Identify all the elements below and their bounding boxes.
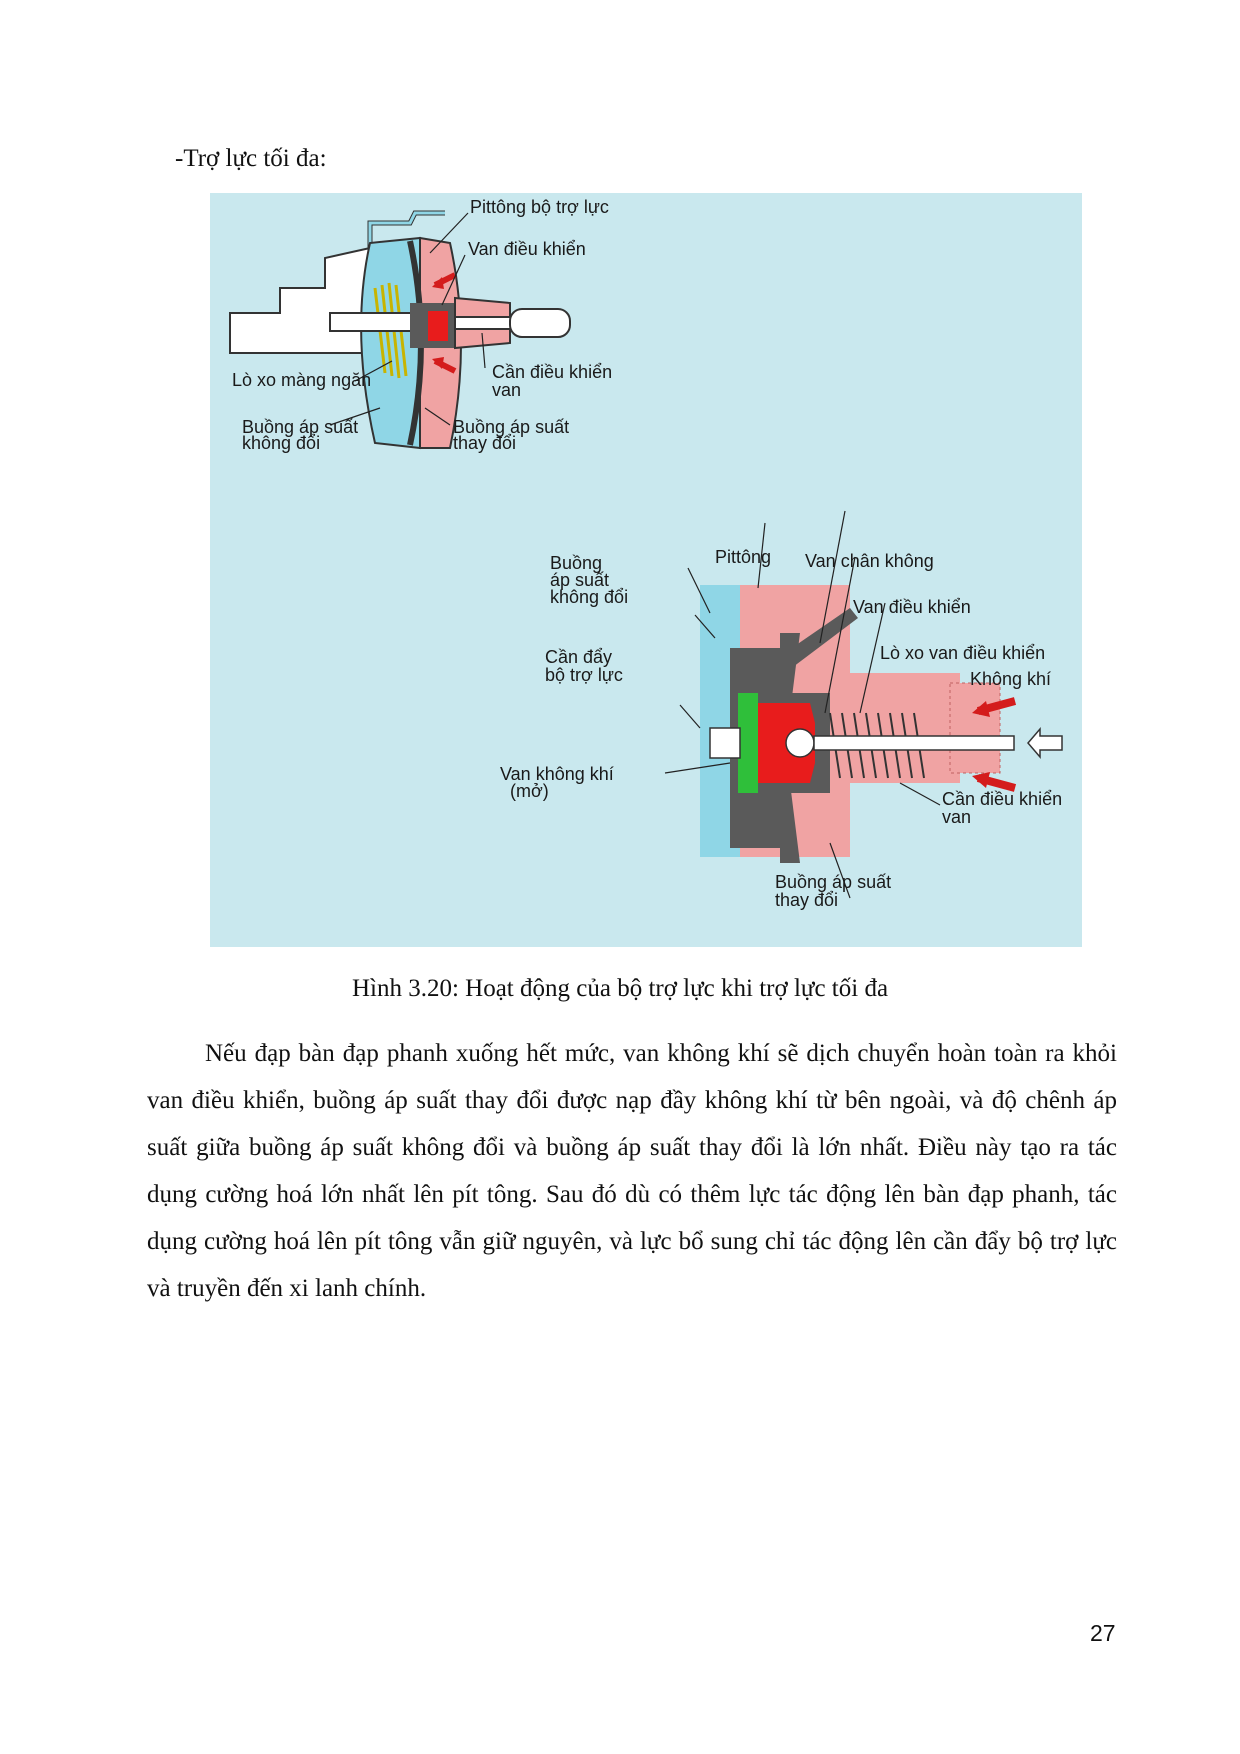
label-bot-air-valve-2: (mở) [510,781,549,801]
section-heading: -Trợ lực tối đa: [175,145,327,172]
label-top-diaphragm-spring: Lò xo màng ngăn [232,370,372,390]
label-bot-const-chamber-1: Buồng [550,553,603,573]
top-air-valve [428,311,448,341]
label-bot-push-rod-1: Cần đẩy [545,647,613,667]
body-paragraph-text: Nếu đạp bàn đạp phanh xuống hết mức, van không khí sẽ dịch chuyển hoàn toàn ra khỏi van điều khiển, buồng áp suất thay đổi được nạp đầy không khí từ bên ngoài, và độ chênh áp suất giữa buồng áp suất không đổi và buồng áp suất thay đổi là lớn nhất. Điều này tạo ra tác dụng cường hoá lớn nhất lên pít tông. Sau đó dù có thêm lực tác động lên bàn đạp phanh, tác dụng cường hoá lên pít tông vẫn giữ nguyên, và lực bổ sung chỉ tác động lên cần đẩy bộ trợ lực và truyền đến xi lanh chính. [147,1040,1117,1302]
label-bot-control-valve-spring: Lò xo van điều khiển [880,643,1046,663]
label-bot-valve-rod-1: Cần điều khiển [942,789,1063,809]
label-top-piston: Pittông bộ trợ lực [470,197,609,217]
label-bot-push-rod-2: bộ trợ lực [545,665,623,685]
top-push-rod [330,313,420,331]
label-bot-valve-rod-2: van [942,807,972,827]
label-top-valve-rod-1: Cần điều khiển [492,362,613,382]
bottom-push-rod [710,728,740,758]
bottom-valve-rod [814,736,1014,750]
label-bot-var-chamber-2: thay đổi [775,890,839,910]
label-bot-vacuum-valve: Van chân không [805,551,934,571]
label-bot-control-valve: Van điều khiển [853,597,971,617]
label-bot-const-chamber-2: áp suất [550,570,610,590]
label-bot-var-chamber-1: Buồng áp suất [775,872,892,892]
booster-diagram [210,193,1082,947]
label-bot-piston: Pittông [715,547,772,567]
label-top-control-valve: Van điều khiển [468,239,586,259]
label-bot-air: Không khí [970,669,1052,689]
label-top-const-chamber-2: không đổi [242,433,321,453]
body-paragraph [147,1030,1117,1312]
label-top-var-chamber-2: thay đổi [453,433,517,453]
bottom-push-rod-disc [738,693,758,793]
label-top-var-chamber-1: Buồng áp suất [453,417,570,437]
page-number: 27 [1090,1620,1116,1646]
label-bot-air-valve-1: Van không khí [500,764,614,784]
bottom-air-inlet [950,683,1000,773]
figure-caption: Hình 3.20: Hoạt động của bộ trợ lực khi trợ lực tối đa [351,975,889,1002]
booster-figure [210,193,1082,947]
label-bot-const-chamber-3: không đổi [550,587,629,607]
label-top-valve-rod-2: van [492,380,522,400]
label-top-const-chamber-1: Buồng áp suất [242,417,359,437]
